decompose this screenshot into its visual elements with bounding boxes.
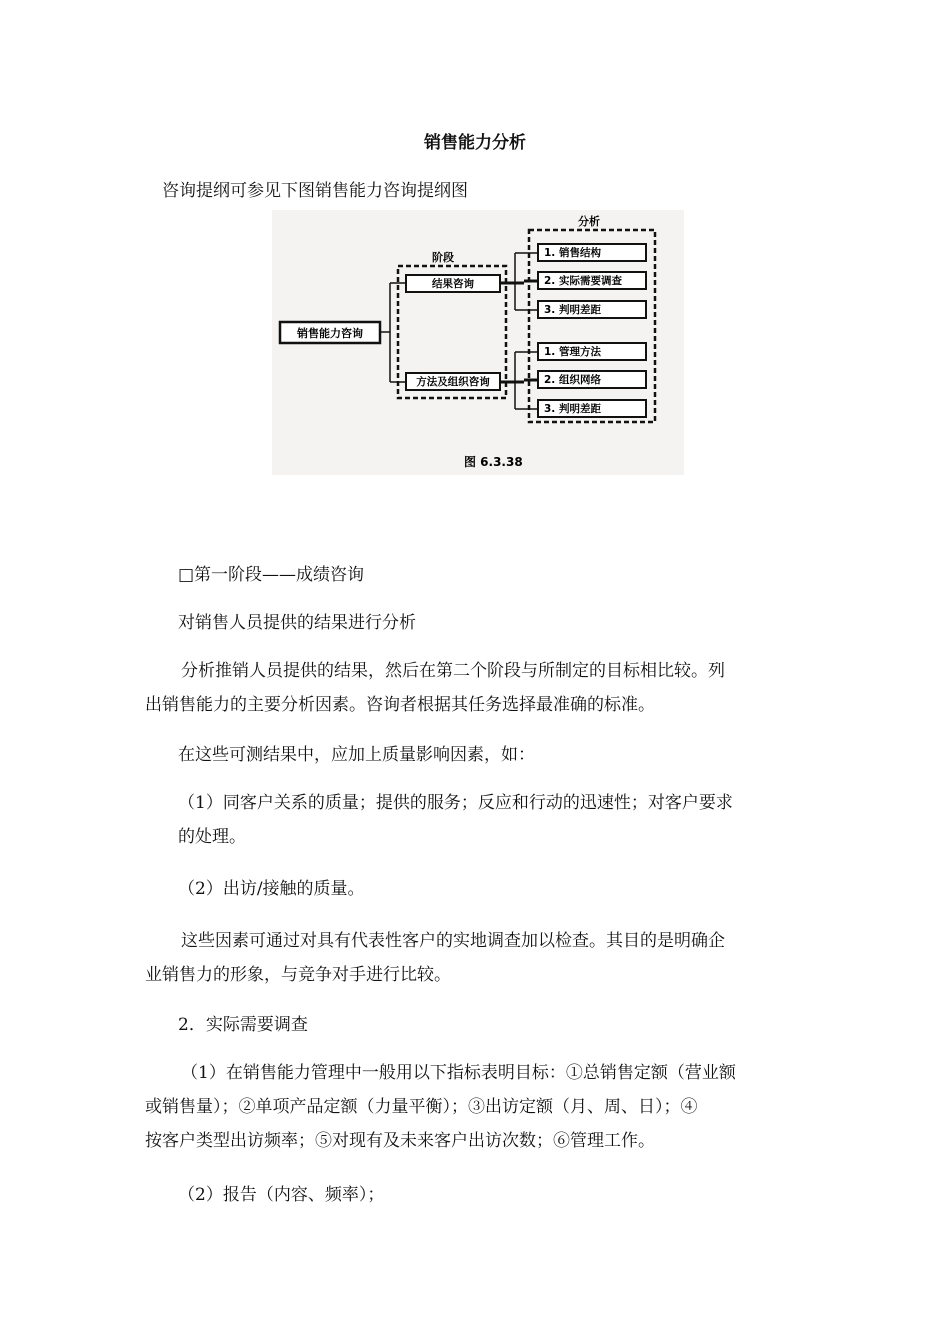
root-label: 销售能力咨询 — [297, 327, 363, 340]
analysis-item: 3. 判明差距 — [544, 403, 601, 415]
analysis-item: 2. 实际需要调查 — [544, 275, 622, 287]
analysis-label: 分析 — [578, 215, 600, 228]
diagram-svg — [272, 210, 684, 475]
analysis-item: 3. 判明差距 — [544, 304, 601, 316]
paragraph: 在这些可测结果中，应加上质量影响因素，如： — [178, 745, 535, 765]
list-item: （1）在销售能力管理中一般用以下指标表明目标：①总销售定额（营业额 或销售量）；②单项产品定额（力量平衡）；③出访定额（月、周、日）；④ 按客户类型出访频率；⑤对现有及未来客户出访次数；⑥管理工作。 — [145, 1063, 736, 1151]
section-heading: 2．实际需要调查 — [178, 1015, 308, 1035]
list-item: （2）报告（内容、频率）； — [178, 1185, 385, 1205]
analysis-item: 1. 管理方法 — [544, 346, 601, 358]
page-title: 销售能力分析 — [424, 133, 526, 153]
paragraph: 这些因素可通过对具有代表性客户的实地调查加以检查。其目的是明确企 业销售力的形象，与竞争对手进行比较。 — [145, 931, 725, 985]
figure-caption: 图 6.3.38 — [464, 455, 523, 469]
stage-label-1: 结果咨询 — [432, 278, 474, 290]
paragraph: 分析推销人员提供的结果，然后在第二个阶段与所制定的目标相比较。列 出销售能力的主要分析因素。咨询者根据其任务选择最准确的标准。 — [145, 661, 725, 715]
list-item: （1）同客户关系的质量；提供的服务；反应和行动的迅速性；对客户要求 的处理。 — [178, 793, 733, 847]
outline-diagram — [272, 210, 684, 475]
stage-heading: □第一阶段——成绩咨询 — [178, 565, 365, 585]
analysis-item: 1. 销售结构 — [544, 247, 601, 259]
stage-label: 阶段 — [432, 251, 454, 264]
analysis-item: 2. 组织网络 — [544, 374, 601, 386]
paragraph: 对销售人员提供的结果进行分析 — [178, 613, 416, 633]
list-item: （2）出访/接触的质量。 — [178, 879, 365, 899]
stage-label-2: 方法及组织咨询 — [416, 376, 490, 388]
intro-text: 咨询提纲可参见下图销售能力咨询提纲图 — [162, 181, 468, 201]
